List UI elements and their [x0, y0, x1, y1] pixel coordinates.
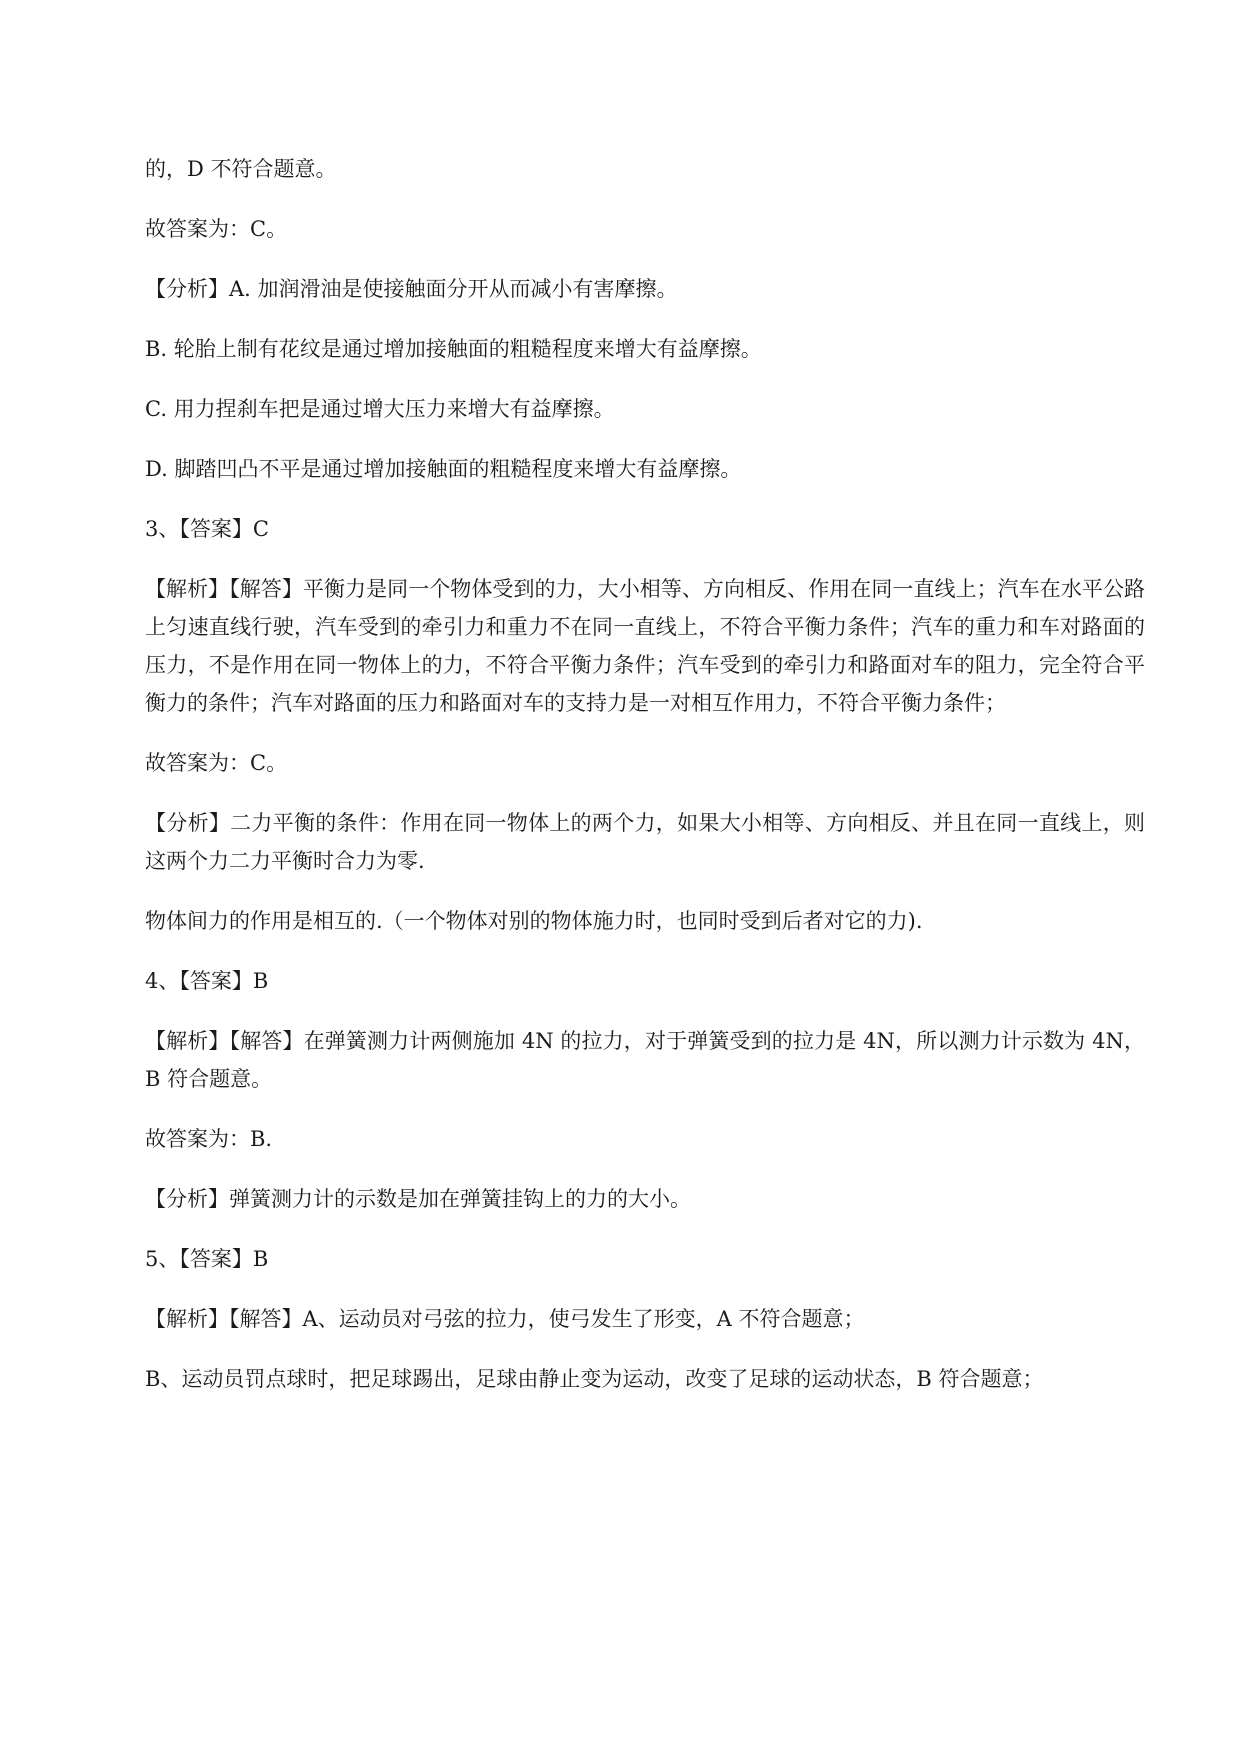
paragraph: 3、【答案】C [145, 517, 269, 541]
paragraph: 【分析】A. 加润滑油是使接触面分开从而减小有害摩擦。 [145, 277, 678, 301]
paragraph: 4、【答案】B [145, 969, 269, 993]
paragraph: D. 脚踏凹凸不平是通过增加接触面的粗糙程度来增大有益摩擦。 [145, 457, 742, 481]
paragraph: B、运动员罚点球时，把足球踢出，足球由静止变为运动，改变了足球的运动状态，B 符合题意； [145, 1367, 1044, 1391]
paragraph: 【解析】【解答】A、运动员对弓弦的拉力，使弓发生了形变，A 不符合题意； [145, 1307, 865, 1331]
paragraph: 【分析】弹簧测力计的示数是加在弹簧挂钩上的力的大小。 [145, 1187, 691, 1211]
paragraph: 故答案为：B. [145, 1127, 273, 1151]
paragraph: 故答案为：C。 [145, 217, 288, 241]
paragraph: 【分析】二力平衡的条件：作用在同一物体上的两个力，如果大小相等、方向相反、并且在同一直线上，则这两个力二力平衡时合力为零. [145, 811, 1145, 873]
paragraph: C. 用力捏刹车把是通过增大压力来增大有益摩擦。 [145, 397, 615, 421]
document-page [145, 150, 1145, 1420]
paragraph: 5、【答案】B [145, 1247, 269, 1271]
paragraph: 的，D 不符合题意。 [145, 157, 337, 181]
paragraph: 物体间力的作用是相互的.（一个物体对别的物体施力时，也同时受到后者对它的力). [145, 909, 923, 933]
paragraph: 故答案为：C。 [145, 751, 288, 775]
paragraph: B. 轮胎上制有花纹是通过增加接触面的粗糙程度来增大有益摩擦。 [145, 337, 762, 361]
paragraph: 【解析】【解答】平衡力是同一个物体受到的力，大小相等、方向相反、作用在同一直线上；汽车在水平公路上匀速直线行驶，汽车受到的牵引力和重力不在同一直线上，不符合平衡力条件；汽车的重力和车对路面的压力，不是作用在同一物体上的力，不符合平衡力条件；汽车受到的牵引力和路面对车的阻力，完全符合平衡力的条件；汽车对路面的压力和路面对车的支持力是一对相互作用力，不符合平衡力条件； [145, 577, 1145, 715]
paragraph: 【解析】【解答】在弹簧测力计两侧施加 4N 的拉力，对于弹簧受到的拉力是 4N，所以测力计示数为 4N，B 符合题意。 [145, 1029, 1145, 1091]
